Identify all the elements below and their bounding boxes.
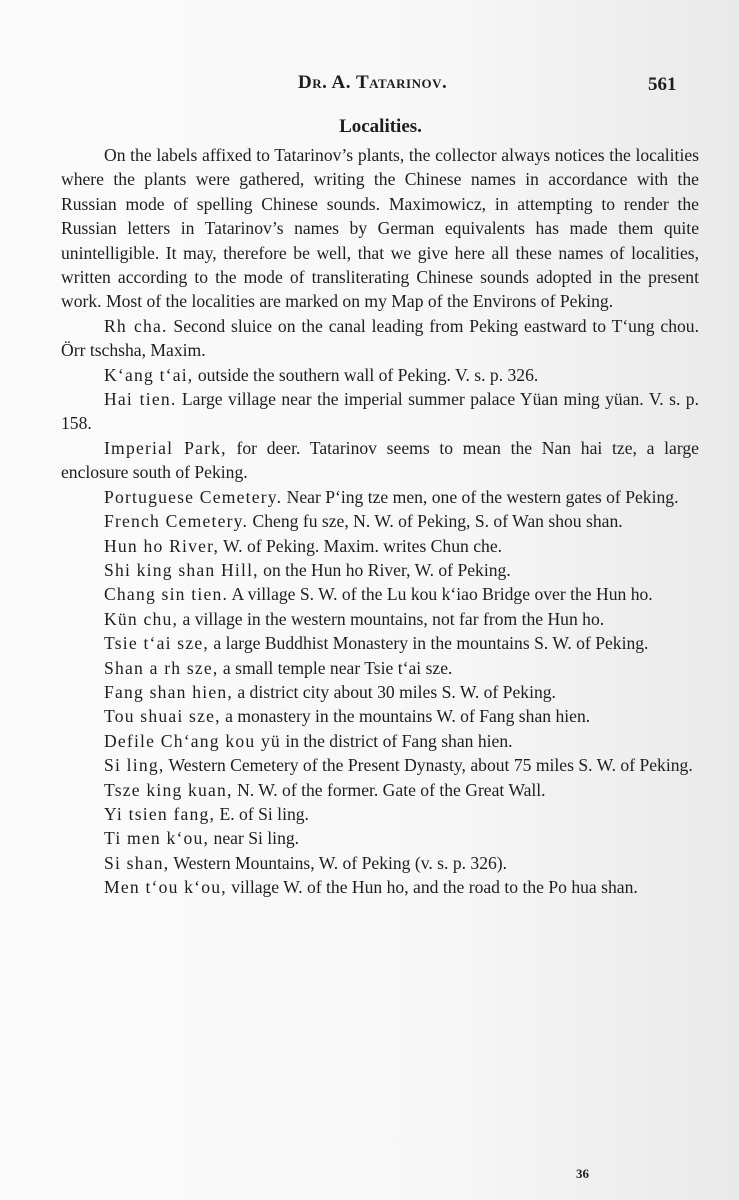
locality-entry bbox=[61, 631, 699, 655]
locality-entry bbox=[61, 753, 699, 777]
locality-description: Western Cemetery of the Present Dynasty, about 75 miles S. W. of Peking. bbox=[164, 755, 693, 776]
locality-entry bbox=[61, 851, 699, 875]
locality-entry bbox=[61, 436, 699, 485]
locality-name: Shi king shan Hill, bbox=[104, 559, 259, 580]
locality-description: N. W. of the former. Gate of the Great Wall. bbox=[232, 779, 546, 800]
locality-entry bbox=[61, 314, 699, 363]
signature-mark: 36 bbox=[576, 1166, 589, 1181]
locality-description: outside the southern wall of Peking. V. s. p. 326. bbox=[193, 364, 539, 385]
locality-name: Si ling, bbox=[104, 755, 165, 776]
locality-description: Cheng fu sze, N. W. of Peking, S. of Wan shou shan. bbox=[248, 511, 623, 532]
locality-entry bbox=[61, 704, 699, 728]
locality-name: Ti men k‘ou, bbox=[104, 828, 210, 849]
locality-description: a village in the western mountains, not far from the Hun ho. bbox=[178, 608, 605, 629]
locality-name: Rh cha. bbox=[104, 315, 168, 336]
locality-description: W. of Peking. Maxim. writes Chun che. bbox=[219, 535, 503, 556]
body-text bbox=[61, 143, 699, 900]
locality-entry bbox=[61, 387, 699, 436]
locality-entry bbox=[61, 729, 699, 753]
locality-name: Tsze king kuan, bbox=[104, 779, 233, 800]
locality-entry bbox=[61, 582, 699, 606]
locality-entry bbox=[61, 534, 699, 558]
intro-paragraph: On the labels affixed to Tatarinov’s plants, the collector always notices the localities where the plants were gathered, writing the Chinese names in accordance with the Russian mode of spelling Chinese sounds. Maximowicz, in attempting to render the Russian letters in Tatarinov’s names by German equivalents has made them quite unintelligible. It may, therefore be well, that we give here all these names of localities, written according to the mode of transliterating Chinese sounds adopted in the present work. Most of the localities are marked on my Map of the Environs of Peking. bbox=[61, 145, 699, 312]
locality-name: Shan a rh sze, bbox=[104, 657, 219, 678]
locality-name: Tou shuai sze, bbox=[104, 706, 221, 727]
locality-description: near Si ling. bbox=[209, 828, 300, 849]
locality-name: Si shan, bbox=[104, 852, 170, 873]
section-title: Localities. bbox=[339, 116, 422, 137]
locality-description: E. of Si ling. bbox=[215, 803, 309, 824]
locality-description: Near P‘ing tze men, one of the western gates of Peking. bbox=[282, 486, 679, 507]
locality-entry bbox=[61, 558, 699, 582]
locality-entry bbox=[61, 802, 699, 826]
locality-description: a large Buddhist Monastery in the mountains S. W. of Peking. bbox=[208, 633, 649, 654]
running-title: Dr. A. Tatarinov. bbox=[298, 72, 448, 93]
locality-entry bbox=[61, 680, 699, 704]
locality-description: a small temple near Tsie t‘ai sze. bbox=[218, 657, 453, 678]
locality-name: Fang shan hien, bbox=[104, 681, 233, 702]
locality-description: in the district of Fang shan hien. bbox=[280, 730, 513, 751]
locality-name: Imperial Park, bbox=[104, 437, 227, 458]
locality-name: Men t‘ou k‘ou, bbox=[104, 877, 227, 898]
locality-description: Western Mountains, W. of Peking (v. s. p. 326). bbox=[169, 852, 508, 873]
locality-description: A village S. W. of the Lu kou k‘iao Bridge over the Hun ho. bbox=[228, 584, 653, 605]
locality-entry bbox=[61, 363, 699, 387]
locality-description: Large village near the imperial summer palace Yüan ming yüan. V. s. p. 158. bbox=[61, 389, 699, 434]
locality-name: Chang sin tien. bbox=[104, 584, 229, 605]
locality-entry bbox=[61, 485, 699, 509]
locality-name: K‘ang t‘ai, bbox=[104, 364, 194, 385]
locality-entry bbox=[61, 778, 699, 802]
locality-name: French Cemetery. bbox=[104, 511, 249, 532]
locality-entry bbox=[61, 826, 699, 850]
locality-name: Kün chu, bbox=[104, 608, 179, 629]
locality-description: for deer. Tatarinov seems to mean the Nan hai tze, a large enclosure south of Peking. bbox=[61, 437, 699, 483]
locality-name: Portuguese Cemetery. bbox=[104, 486, 283, 507]
locality-description: a monastery in the mountains W. of Fang shan hien. bbox=[220, 706, 591, 727]
locality-name: Tsie t‘ai sze, bbox=[104, 633, 209, 654]
locality-description: a district city about 30 miles S. W. of Peking. bbox=[232, 681, 556, 702]
locality-description: Second sluice on the canal leading from Peking eastward to T‘ung chou. Örr tschsha, Maxim. bbox=[61, 315, 699, 361]
locality-description: village W. of the Hun ho, and the road to the Po hua shan. bbox=[226, 877, 638, 898]
page-number: 561 bbox=[648, 74, 677, 95]
locality-name: Hun ho River, bbox=[104, 535, 220, 556]
locality-entry bbox=[61, 509, 699, 533]
running-head bbox=[0, 72, 739, 102]
locality-entry bbox=[61, 607, 699, 631]
locality-name: Yi tsien fang, bbox=[104, 803, 216, 824]
locality-entry bbox=[61, 875, 699, 899]
locality-entry bbox=[61, 656, 699, 680]
locality-description: on the Hun ho River, W. of Peking. bbox=[258, 559, 511, 580]
locality-name: Hai tien. bbox=[104, 389, 177, 410]
locality-name: Defile Ch‘ang kou yü bbox=[104, 730, 281, 751]
